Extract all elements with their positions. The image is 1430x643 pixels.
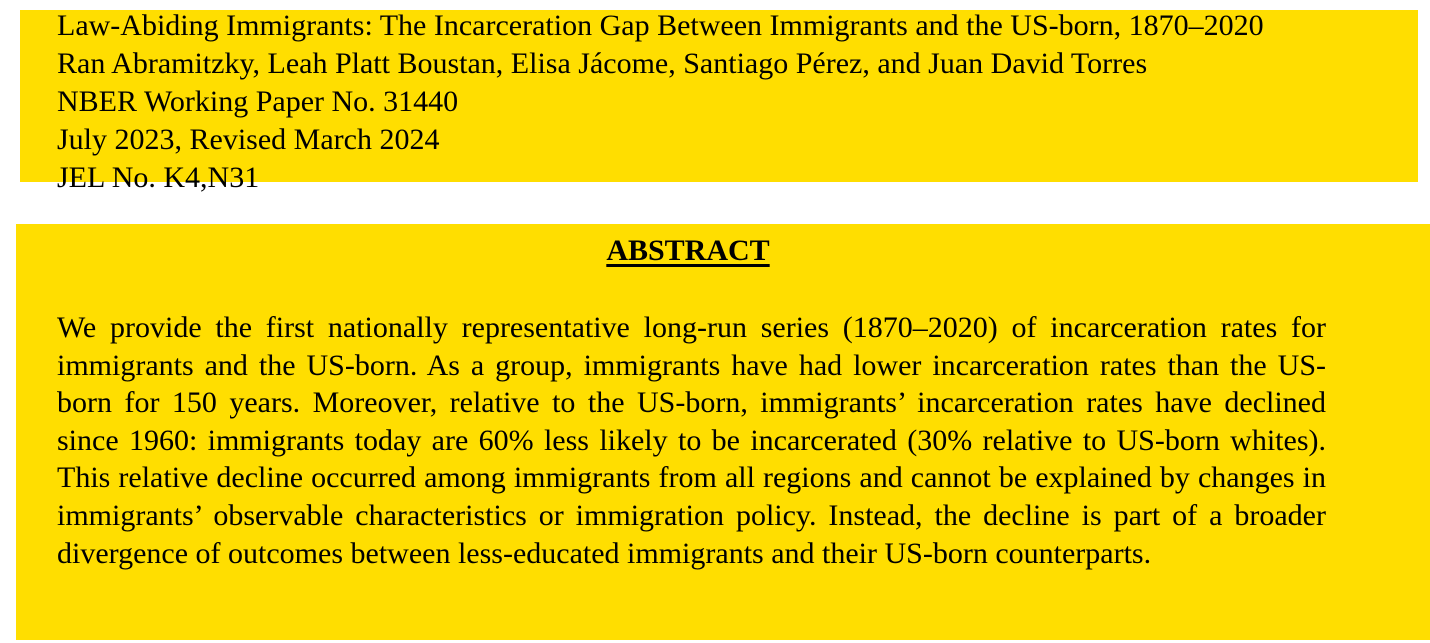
paper-jel-codes: JEL No. K4,N31	[57, 161, 260, 194]
paper-date: July 2023, Revised March 2024	[57, 123, 440, 156]
abstract-body: We provide the first nationally representative long-run series (1870–2020) of incarceration rates for immigrants and the US-born. As a group, immigrants have had lower incarceration rates than the US-born for 150 years. Moreover, relative to the US-born, immigrants’ incarceration rates have declined since 1960: immigrants today are 60% less likely to be incarcerated (30% relative to US-born whites). This relative decline occurred among immigrants from all regions and cannot be explained by changes in immigrants’ observable characteristics or immigration policy. Instead, the decline is part of a broader divergence of outcomes between less-educated immigrants and their US-born counterparts.	[57, 311, 1326, 570]
paper-authors: Ran Abramitzky, Leah Platt Boustan, Elisa Jácome, Santiago Pérez, and Juan David Torres	[57, 47, 1148, 80]
paper-title: Law-Abiding Immigrants: The Incarceration Gap Between Immigrants and the US-born, 1870–2020	[57, 9, 1264, 42]
paper-series: NBER Working Paper No. 31440	[57, 85, 459, 118]
abstract-heading: ABSTRACT	[606, 234, 770, 267]
paper-metadata	[57, 7, 1264, 197]
